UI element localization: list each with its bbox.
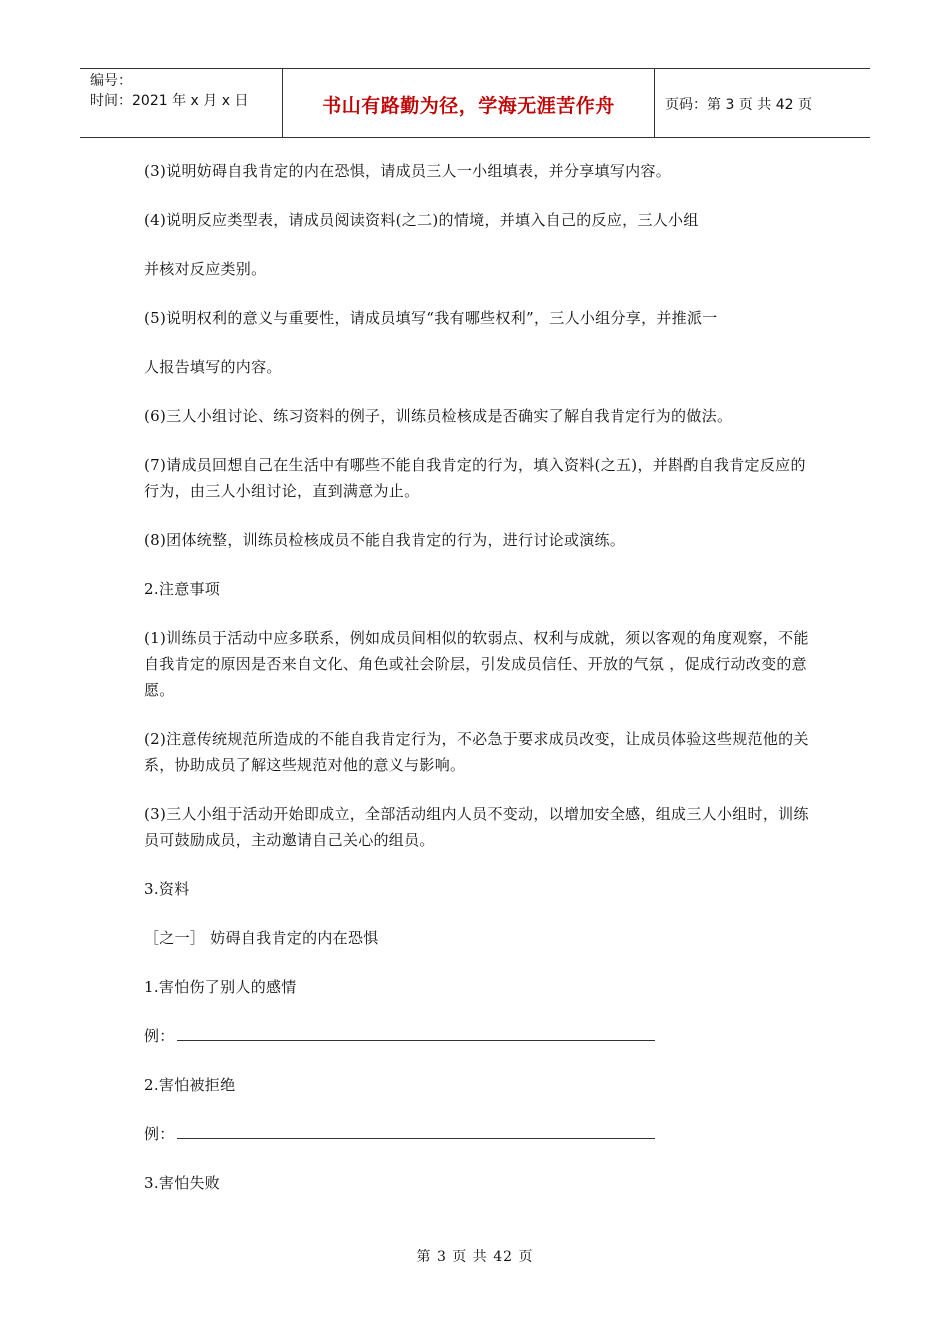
paragraph: 人报告填写的内容。 bbox=[144, 358, 282, 376]
header-meta bbox=[90, 71, 280, 111]
document-date: 时间：2021 年 x 月 x 日 bbox=[90, 93, 249, 109]
paragraph: (3)说明妨碍自我肯定的内在恐惧，请成员三人一小组填表，并分享填写内容。 bbox=[144, 162, 672, 180]
document-number-label: 编号： bbox=[90, 73, 132, 89]
section-heading: 3.资料 bbox=[144, 880, 190, 898]
paragraph: (2)注意传统规范所造成的不能自我肯定行为，不必急于要求成员改变，让成员体验这些规范他的关系，协助成员了解这些规范对他的意义与影响。 bbox=[144, 730, 809, 774]
example-line bbox=[144, 1023, 814, 1049]
header-divider bbox=[654, 69, 655, 137]
header-motto: 书山有路勤为径，学海无涯苦作舟 bbox=[322, 95, 615, 117]
section-heading: 2.注意事项 bbox=[144, 580, 221, 598]
page-header bbox=[80, 68, 870, 138]
paragraph: (4)说明反应类型表，请成员阅读资料(之二)的情境，并填入自己的反应，三人小组 bbox=[144, 211, 699, 229]
header-page-info: 页码：第 3 页 共 42 页 bbox=[665, 97, 812, 113]
page-footer: 第 3 页 共 42 页 bbox=[416, 1249, 534, 1265]
paragraph: (7)请成员回想自己在生活中有哪些不能自我肯定的行为，填入资料(之五)，并斟酌自我肯定反应的行为，由三人小组讨论，直到满意为止。 bbox=[144, 456, 806, 500]
list-item: 3.害怕失败 bbox=[144, 1174, 221, 1192]
paragraph: (8)团体统整，训练员检核成员不能自我肯定的行为，进行讨论或演练。 bbox=[144, 531, 626, 549]
paragraph: (5)说明权利的意义与重要性，请成员填写“我有哪些权利”，三人小组分享，并推派一 bbox=[144, 309, 718, 327]
paragraph: (6)三人小组讨论、练习资料的例子，训练员检核成是否确实了解自我肯定行为的做法。 bbox=[144, 407, 733, 425]
fill-in-blank[interactable] bbox=[177, 1122, 655, 1139]
paragraph: (3)三人小组于活动开始即成立，全部活动组内人员不变动，以增加安全感，组成三人小组时，训练员可鼓励成员，主动邀请自己关心的组员。 bbox=[144, 805, 809, 849]
example-label: 例： bbox=[144, 1027, 175, 1045]
example-line bbox=[144, 1121, 814, 1147]
list-item: 2.害怕被拒绝 bbox=[144, 1076, 236, 1094]
example-label: 例： bbox=[144, 1125, 175, 1143]
subsection-title: ［之一］ 妨碍自我肯定的内在恐惧 bbox=[144, 929, 379, 947]
document-body bbox=[144, 158, 814, 1219]
paragraph: 并核对反应类别。 bbox=[144, 260, 267, 278]
paragraph: (1)训练员于活动中应多联系，例如成员间相似的软弱点、权利与成就，须以客观的角度观察，不能自我肯定的原因是否来自文化、角色或社会阶层，引发成员信任、开放的气氛 ，促成行动改变的意愿。 bbox=[144, 629, 809, 699]
list-item: 1.害怕伤了别人的感情 bbox=[144, 978, 297, 996]
fill-in-blank[interactable] bbox=[177, 1024, 655, 1041]
